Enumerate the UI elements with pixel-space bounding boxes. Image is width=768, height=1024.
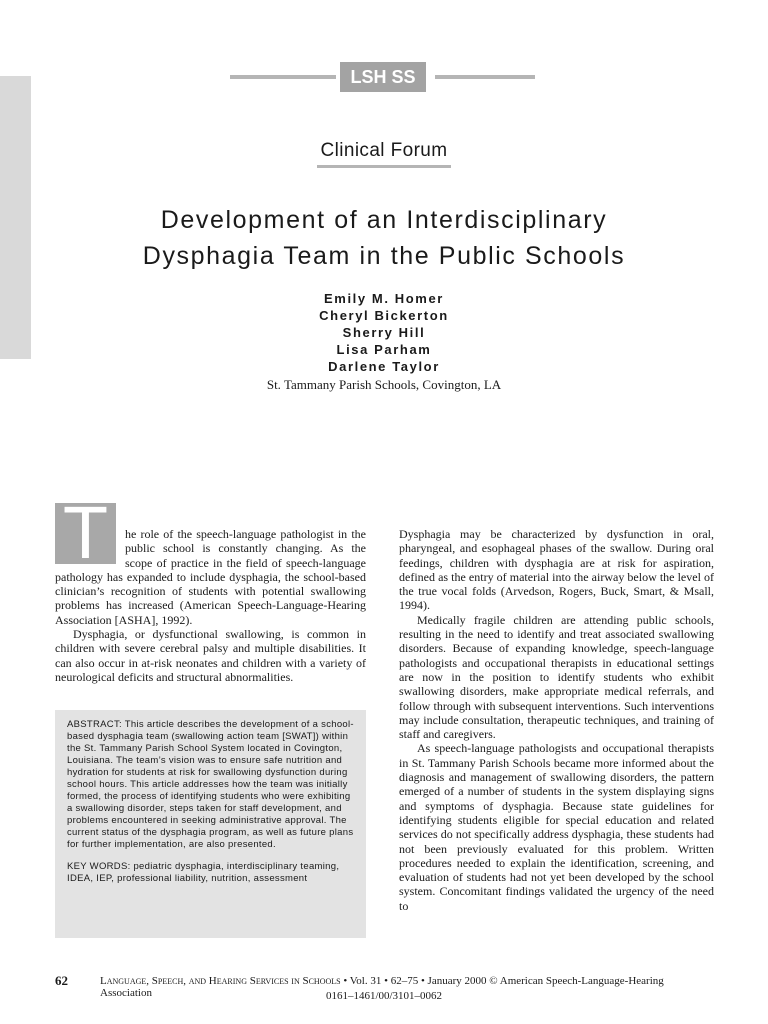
body-column-right bbox=[399, 527, 714, 913]
banner-rule-right bbox=[435, 75, 535, 79]
journal-badge: LSH SS bbox=[340, 62, 426, 92]
section-rule bbox=[317, 165, 451, 168]
banner-rule-left bbox=[230, 75, 336, 79]
keywords: KEY WORDS: pediatric dysphagia, interdisciplinary teaming, IDEA, IEP, professional liability, nutrition, assessment bbox=[67, 861, 340, 884]
affiliation: St. Tammany Parish Schools, Covington, LA bbox=[266, 377, 502, 392]
body-paragraph: As speech-language pathologists and occupational therapists in St. Tammany Parish Schools became more informed about the diagnosis and management of swallowing disorders, the pattern emerged of a number of students in the system displaying signs and symptoms of dysphagia. Because state guidelines for identifying students eligible for special education and related services do not specifically address dysphagia, these students had not been previously evaluated for this problem. Written procedures needed to explain the identification, screening, and evaluation of students had not yet been developed by the school system. Concomitant findings validated the urgency of the need to bbox=[399, 741, 714, 913]
journal-name: Language, Speech, and Hearing Services in Schools bbox=[100, 975, 341, 987]
author: Sherry Hill bbox=[342, 325, 426, 340]
body-paragraph: Dysphagia may be characterized by dysfunction in oral, pharyngeal, and esophageal phases of the swallow. During oral feedings, children with dysphagia are at risk for aspiration, defined as the entry of material into the airway below the level of the true vocal folds (Arvedson, Rogers, Buck, Smart, & Msall, 1994). bbox=[399, 527, 714, 613]
body-paragraph bbox=[55, 491, 366, 627]
author-list bbox=[0, 290, 768, 375]
citation-text: • Vol. 31 • 62–75 • January 2000 © American Speech-Language-Hearing Association bbox=[100, 975, 664, 999]
title-line-1: Development of an Interdisciplinary bbox=[160, 206, 608, 234]
abstract-text: ABSTRACT: This article describes the development of a school-based dysphagia team (swallowing action team [SWAT]) within the St. Tammany Parish School System located in Covington, Louisiana. The team’s vision was to ensure safe nutrition and hydration for students at risk for swallowing dysfunction during school hours. This article addresses how the team was initially formed, the process of identifying students who were exhibiting a swallowing disorder, steps taken for staff development, and problems encountered in seeking administrative approval. The current status of the dysphagia program, as well as future plans for further implementation, are also presented. bbox=[67, 719, 354, 850]
article-title bbox=[0, 202, 768, 274]
abstract-box bbox=[55, 710, 366, 938]
title-line-2: Dysphagia Team in the Public Schools bbox=[142, 242, 626, 270]
author: Emily M. Homer bbox=[324, 291, 444, 306]
body-paragraph: Dysphagia, or dysfunctional swallowing, is common in children with severe cerebral palsy and multiple disabilities. It can also occur in at-risk neonates and children with a variety of neurological deficits and structural abnormalities. bbox=[55, 627, 366, 684]
paragraph-text: he role of the speech-language pathologist in the public school is constantly changing. As the scope of practice in the field of speech-language pathology has expanded to include dysphagia, the school-based clinician’s recognition of students with potential swallowing problems has increased (American Speech-Language-Hearing Association [ASHA], 1992). bbox=[55, 527, 366, 627]
author: Lisa Parham bbox=[336, 342, 432, 357]
journal-banner bbox=[230, 62, 535, 92]
body-column-left bbox=[55, 491, 366, 684]
body-paragraph: Medically fragile children are attending public schools, resulting in the need to identify and treat associated swallowing disorders. Because of expanding knowledge, speech-language pathologists and occupational therapists in educational settings are now in the position to identify students who exhibit swallowing disorders, make appropriate medical referrals, and follow through with subsequent interventions. Such interventions may include consultation, therapeutic techniques, and training of staff and caregivers. bbox=[399, 612, 714, 742]
section-label: Clinical Forum bbox=[320, 140, 448, 161]
author: Cheryl Bickerton bbox=[319, 308, 449, 323]
drop-cap: T bbox=[55, 503, 116, 564]
issn: 0161–1461/00/3101–0062 bbox=[325, 990, 443, 1002]
page-number: 62 bbox=[55, 973, 68, 988]
author: Darlene Taylor bbox=[328, 359, 440, 374]
